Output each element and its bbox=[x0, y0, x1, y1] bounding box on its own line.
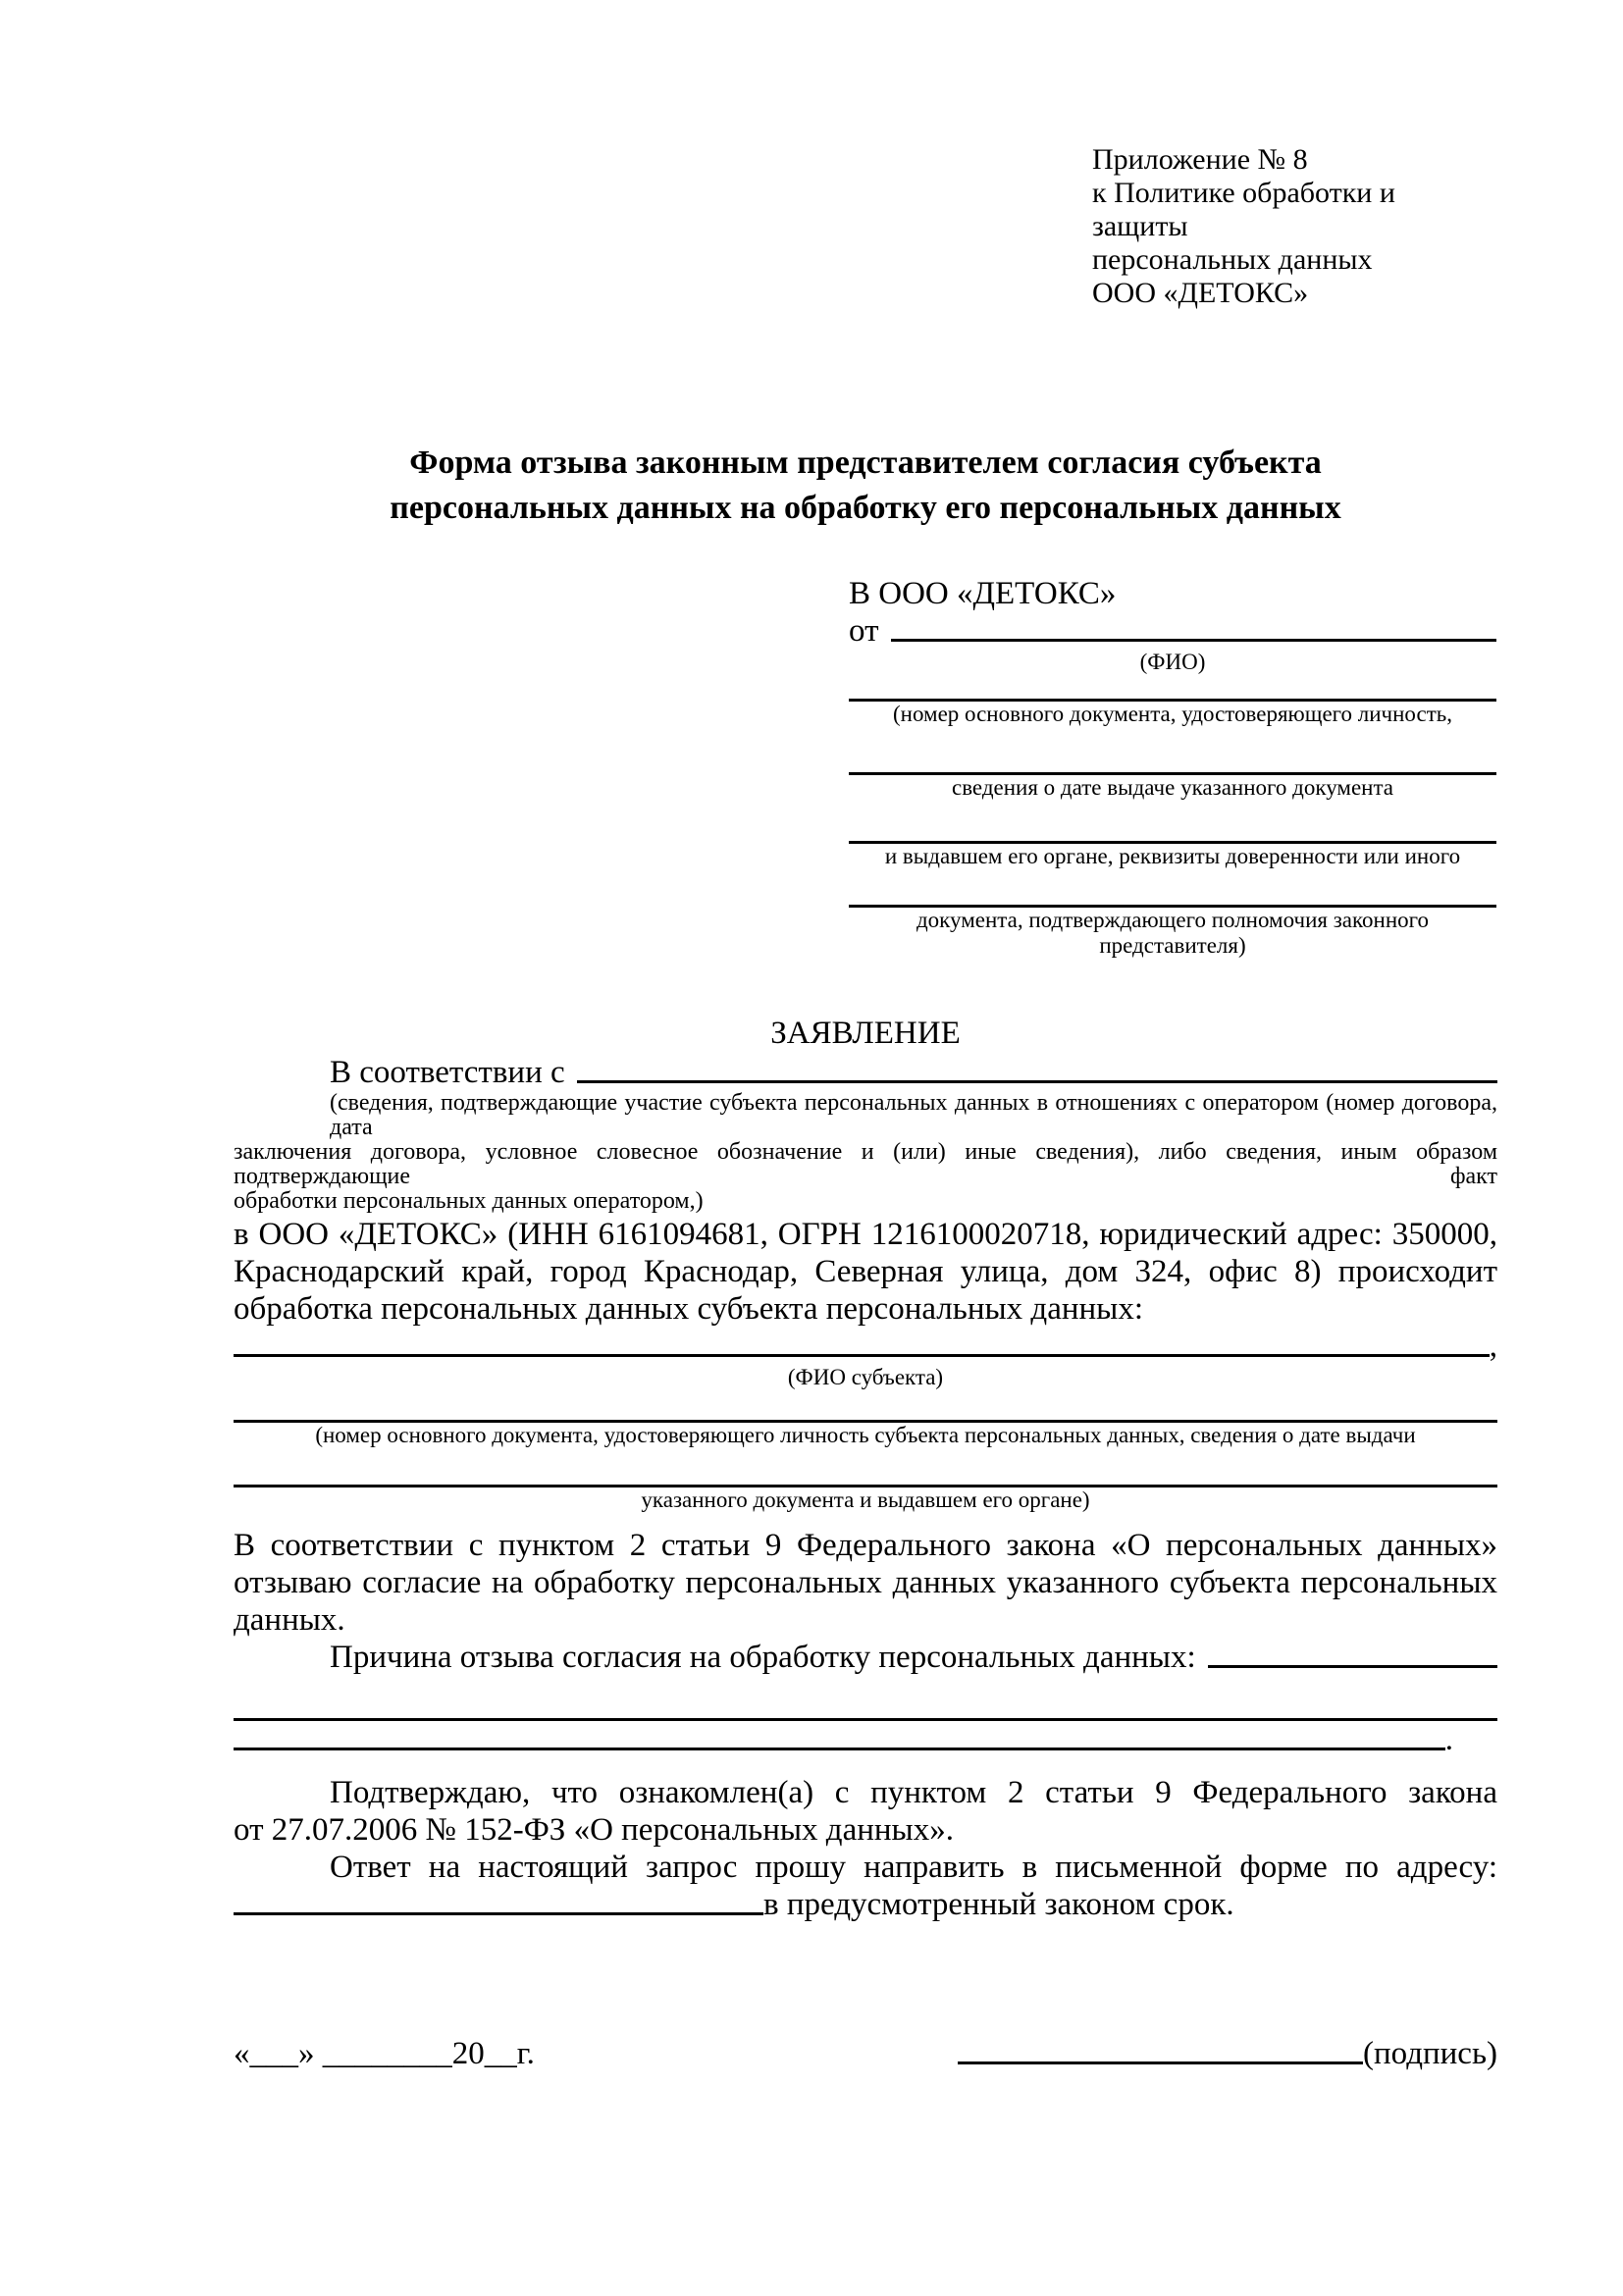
document-title-line-2: персональных данных на обработку его персональных данных bbox=[390, 490, 1341, 526]
subject-doc-line-2 bbox=[234, 1448, 1497, 1487]
subject-doc-caption-2: указанного документа и выдавшем его органе) bbox=[641, 1487, 1090, 1512]
signature-line bbox=[958, 2061, 1363, 2064]
withdraw-paragraph-line-3: данных. bbox=[234, 1602, 345, 1638]
signature-caption: (подпись) bbox=[1363, 2036, 1497, 2071]
representative-doc-caption-1: (номер основного документа, удостоверяющего личность, bbox=[892, 702, 1452, 726]
representative-doc-line-2 bbox=[849, 727, 1496, 775]
reason-blank-line-1 bbox=[234, 1676, 1497, 1721]
addressee-company: В ООО «ДЕТОКС» bbox=[849, 576, 1117, 611]
withdraw-paragraph-line-1: В соответствии с пунктом 2 статьи 9 Федерального закона «О персональных данных» bbox=[234, 1528, 1497, 1563]
from-row bbox=[849, 612, 1496, 650]
reason-row bbox=[234, 1639, 1497, 1676]
from-label: от bbox=[849, 613, 879, 649]
document-content bbox=[234, 0, 1497, 2072]
representative-doc-caption-4: документа, подтверждающего полномочия законного представителя) bbox=[916, 908, 1429, 958]
appendix-company: ООО «ДЕТОКС» bbox=[1092, 277, 1309, 309]
document-title-line-1: Форма отзыва законным представителем согласия субъекта bbox=[409, 444, 1322, 481]
date-line: «___» ________20__г. bbox=[234, 2036, 535, 2071]
from-fill-line bbox=[891, 639, 1497, 642]
reason-period: . bbox=[1444, 1722, 1453, 1757]
intro-footnote-line-1: (сведения, подтверждающие участие субъекта персональных данных в отношениях с оператором (номер договора, дата bbox=[330, 1090, 1497, 1140]
representative-doc-line-1 bbox=[849, 675, 1496, 702]
reason-prefix: Причина отзыва согласия на обработку персональных данных: bbox=[330, 1640, 1196, 1675]
confirm-paragraph bbox=[234, 1774, 1497, 1849]
subject-doc-line-1 bbox=[234, 1390, 1497, 1423]
confirm-paragraph-line-1: Подтверждаю, что ознакомлен(а) с пунктом 2 статьи 9 Федерального закона bbox=[330, 1775, 1497, 1810]
subject-doc-caption-1: (номер основного документа, удостоверяющего личность субъекта персональных данных, сведения о дате выдачи bbox=[315, 1423, 1416, 1447]
operator-paragraph-line-3: обработка персональных данных субъекта персональных данных: bbox=[234, 1291, 1143, 1327]
operator-paragraph bbox=[234, 1216, 1497, 1328]
operator-paragraph-line-1: в ООО «ДЕТОКС» (ИНН 6161094681, ОГРН 1216100020718, юридический адрес: 350000, bbox=[234, 1217, 1497, 1252]
addressee-block bbox=[849, 575, 1496, 959]
appendix-policy-line: к Политике обработки и защиты bbox=[1092, 177, 1395, 242]
representative-doc-line-4 bbox=[849, 869, 1496, 908]
appendix-number: Приложение № 8 bbox=[1092, 143, 1308, 176]
intro-footnote-line-3: обработки персональных данных оператором,) bbox=[234, 1188, 704, 1214]
statement-heading: ЗАЯВЛЕНИЕ bbox=[770, 1016, 961, 1051]
intro-prefix: В соответствии с bbox=[330, 1055, 565, 1090]
reason-fill-line bbox=[1208, 1665, 1497, 1668]
operator-paragraph-line-2: Краснодарский край, город Краснодар, Северная улица, дом 324, офис 8) происходит bbox=[234, 1254, 1497, 1289]
intro-fill-line bbox=[577, 1080, 1497, 1083]
reply-address-line bbox=[234, 1912, 763, 1915]
representative-doc-caption-2: сведения о дате выдаче указанного документа bbox=[951, 775, 1394, 800]
subject-fio-caption: (ФИО субъекта) bbox=[787, 1365, 944, 1389]
representative-doc-caption-3: и выдавшем его органе, реквизиты доверенности или иного bbox=[884, 844, 1461, 868]
signature-footer bbox=[234, 2035, 1497, 2072]
representative-doc-line-3 bbox=[849, 801, 1496, 844]
intro-row bbox=[234, 1054, 1497, 1091]
subject-fio-comma: , bbox=[1489, 1329, 1497, 1364]
subject-fio-line bbox=[234, 1354, 1490, 1357]
reply-suffix: в предусмотренный законом срок. bbox=[763, 1887, 1234, 1922]
confirm-paragraph-line-2: от 27.07.2006 № 152-ФЗ «О персональных данных». bbox=[234, 1812, 954, 1848]
withdraw-paragraph-line-2: отзываю согласие на обработку персональных данных указанного субъекта персональных bbox=[234, 1565, 1497, 1600]
reason-blank-row-2 bbox=[234, 1721, 1497, 1758]
fio-caption: (ФИО) bbox=[1139, 650, 1206, 674]
intro-footnote-line-2: заключения договора, условное словесное обозначение и (или) иные сведения), либо сведения, иным образом подтверждающие факт bbox=[234, 1139, 1497, 1189]
appendix-policy-line-2: персональных данных bbox=[1092, 243, 1373, 276]
signature-group bbox=[958, 2035, 1497, 2072]
reply-paragraph-line-1: Ответ на настоящий запрос прошу направить в письменной форме по адресу: bbox=[330, 1850, 1497, 1885]
reply-address-row bbox=[234, 1886, 1497, 1923]
withdraw-paragraph bbox=[234, 1527, 1497, 1639]
subject-fio-row bbox=[234, 1328, 1497, 1365]
appendix-header bbox=[1092, 143, 1497, 310]
intro-footnote bbox=[234, 1091, 1497, 1214]
reason-blank-line-2 bbox=[234, 1748, 1445, 1750]
document-title bbox=[234, 441, 1497, 531]
